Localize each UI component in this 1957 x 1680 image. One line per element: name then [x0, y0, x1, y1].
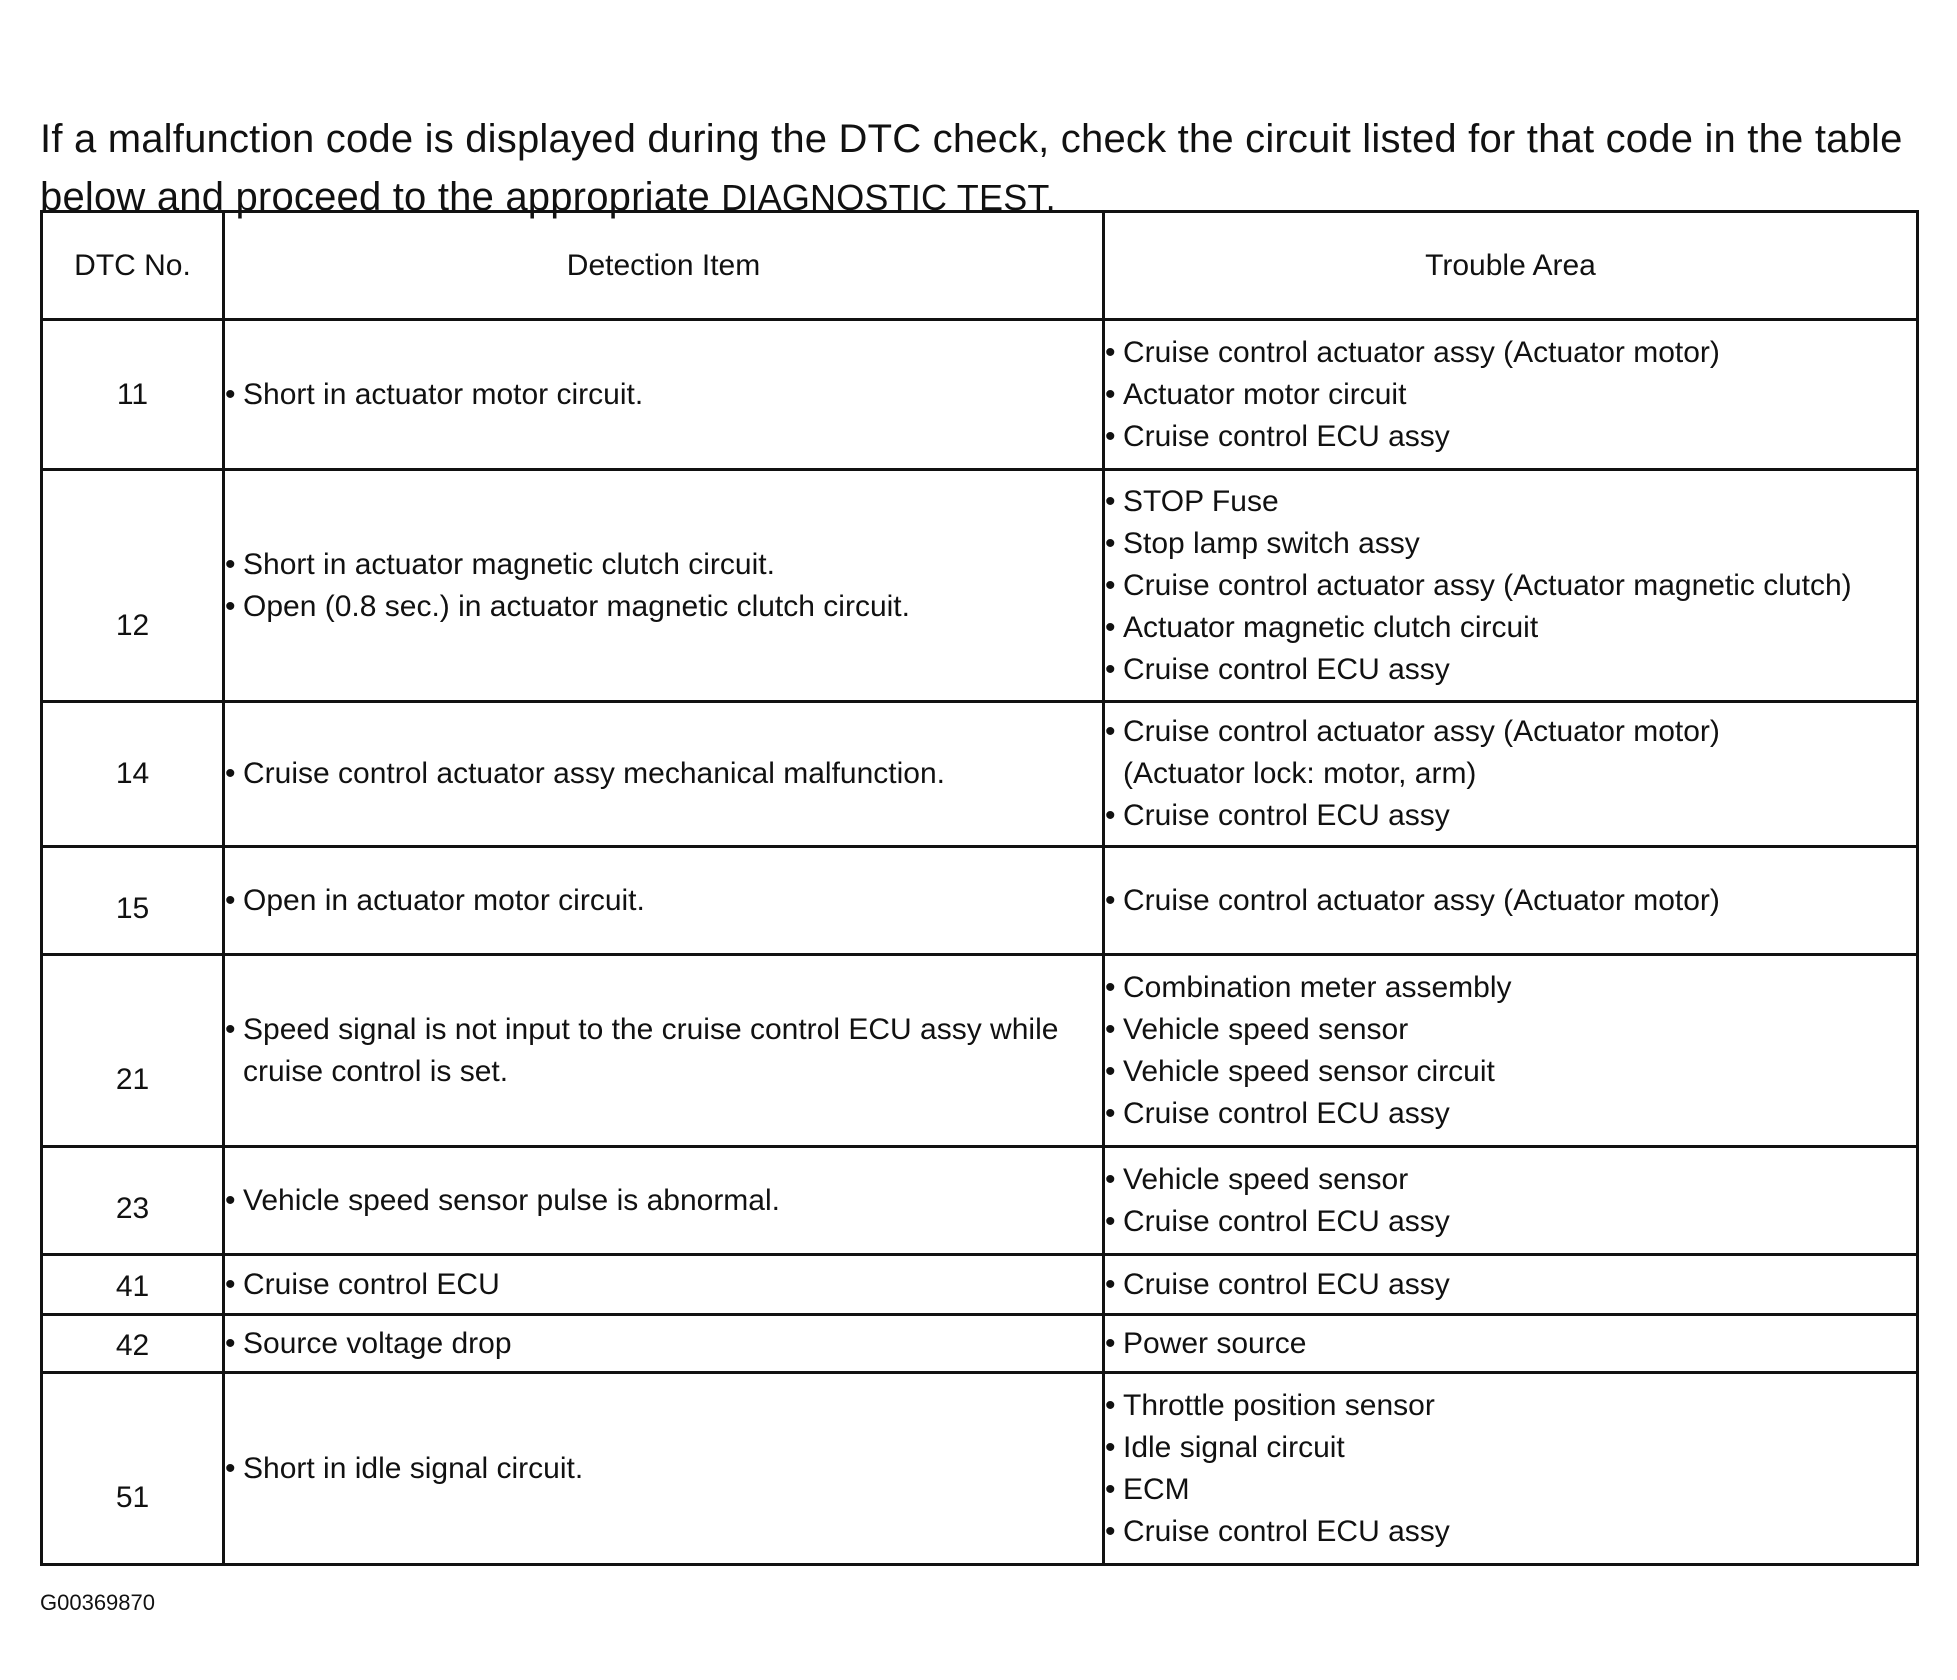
trouble-area-item: • Throttle position sensor	[1105, 1385, 1916, 1427]
dtc-code: 12	[42, 470, 224, 702]
intro-text: If a malfunction code is displayed during the DTC check, check the circuit listed for that code in the table below and proceed to the appropriate	[40, 117, 1903, 219]
trouble-area-item: • Actuator motor circuit	[1105, 374, 1916, 416]
header-trouble-area: Trouble Area	[1104, 212, 1918, 320]
trouble-area-cell	[1104, 702, 1918, 847]
table-row	[42, 320, 1918, 470]
trouble-area-cell	[1104, 847, 1918, 955]
trouble-area-item: • Combination meter assembly	[1105, 967, 1916, 1009]
trouble-area-cell	[1104, 1373, 1918, 1565]
trouble-area-item: • Stop lamp switch assy	[1105, 523, 1916, 565]
detection-item-cell	[224, 470, 1104, 702]
trouble-area-item: • Cruise control actuator assy (Actuator motor)	[1105, 880, 1916, 922]
trouble-area-item: • Vehicle speed sensor	[1105, 1159, 1916, 1201]
trouble-area-item: • Idle signal circuit	[1105, 1427, 1916, 1469]
detection-item: • Vehicle speed sensor pulse is abnormal.	[225, 1180, 1102, 1222]
dtc-code: 15	[42, 847, 224, 955]
trouble-area-item: • Cruise control ECU assy	[1105, 1511, 1916, 1553]
detection-item-cell	[224, 320, 1104, 470]
table-row	[42, 955, 1918, 1147]
detection-item: • Cruise control actuator assy mechanical malfunction.	[225, 753, 1102, 795]
trouble-area-item: • Actuator magnetic clutch circuit	[1105, 607, 1916, 649]
trouble-area-item: • Cruise control ECU assy	[1105, 1093, 1916, 1135]
detection-item-cell	[224, 847, 1104, 955]
detection-item: • Short in actuator magnetic clutch circuit.	[225, 544, 1102, 586]
trouble-area-item: • Cruise control ECU assy	[1105, 649, 1916, 691]
header-dtc-no: DTC No.	[42, 212, 224, 320]
table-header-row	[42, 212, 1918, 320]
table-row	[42, 1255, 1918, 1315]
dtc-code: 21	[42, 955, 224, 1147]
trouble-area-item: • Cruise control ECU assy	[1105, 1264, 1916, 1306]
trouble-area-item: • Cruise control actuator assy (Actuator motor)	[1105, 332, 1916, 374]
trouble-area-item: • Power source	[1105, 1323, 1916, 1365]
trouble-area-item: • ECM	[1105, 1469, 1916, 1511]
table-row	[42, 470, 1918, 702]
trouble-area-cell	[1104, 320, 1918, 470]
detection-item: • Open (0.8 sec.) in actuator magnetic clutch circuit.	[225, 586, 1102, 628]
detection-item-cell	[224, 1373, 1104, 1565]
trouble-area-item: • Cruise control actuator assy (Actuator motor)	[1105, 711, 1916, 753]
trouble-area-item: • Cruise control ECU assy	[1105, 1201, 1916, 1243]
detection-item: • Short in idle signal circuit.	[225, 1448, 1102, 1490]
detection-item-cell	[224, 955, 1104, 1147]
detection-item: • Short in actuator motor circuit.	[225, 374, 1102, 416]
dtc-code: 42	[42, 1315, 224, 1373]
trouble-area-cell	[1104, 1255, 1918, 1315]
trouble-area-item: • Vehicle speed sensor	[1105, 1009, 1916, 1051]
table-row	[42, 1147, 1918, 1255]
detection-item-cell	[224, 1315, 1104, 1373]
table-row	[42, 847, 1918, 955]
detection-item: • Source voltage drop	[225, 1323, 1102, 1365]
table-row	[42, 1315, 1918, 1373]
dtc-code: 11	[42, 320, 224, 470]
table-row	[42, 1373, 1918, 1565]
trouble-area-item-continuation: (Actuator lock: motor, arm)	[1123, 757, 1477, 790]
trouble-area-cell	[1104, 1147, 1918, 1255]
intro-emphasis: DIAGNOSTIC TEST.	[721, 177, 1056, 218]
table-row	[42, 702, 1918, 847]
trouble-area-item: • Cruise control ECU assy	[1105, 416, 1916, 458]
header-detection-item: Detection Item	[224, 212, 1104, 320]
detection-item: • Speed signal is not input to the cruise control ECU assy while cruise control is set.	[225, 1009, 1102, 1093]
detection-item-cell	[224, 1255, 1104, 1315]
dtc-table	[40, 210, 1919, 1566]
detection-item-cell	[224, 702, 1104, 847]
dtc-code: 41	[42, 1255, 224, 1315]
trouble-area-item: • STOP Fuse	[1105, 481, 1916, 523]
trouble-area-item: • Cruise control actuator assy (Actuator magnetic clutch)	[1105, 565, 1916, 607]
trouble-area-item: • Cruise control ECU assy	[1105, 795, 1916, 837]
trouble-area-cell	[1104, 955, 1918, 1147]
dtc-code: 51	[42, 1373, 224, 1565]
trouble-area-cell	[1104, 1315, 1918, 1373]
detection-item-cell	[224, 1147, 1104, 1255]
dtc-code: 23	[42, 1147, 224, 1255]
trouble-area-item: • Vehicle speed sensor circuit	[1105, 1051, 1916, 1093]
trouble-area-cell	[1104, 470, 1918, 702]
detection-item: • Cruise control ECU	[225, 1264, 1102, 1306]
figure-id: G00369870	[40, 1590, 155, 1615]
detection-item: • Open in actuator motor circuit.	[225, 880, 1102, 922]
dtc-code: 14	[42, 702, 224, 847]
